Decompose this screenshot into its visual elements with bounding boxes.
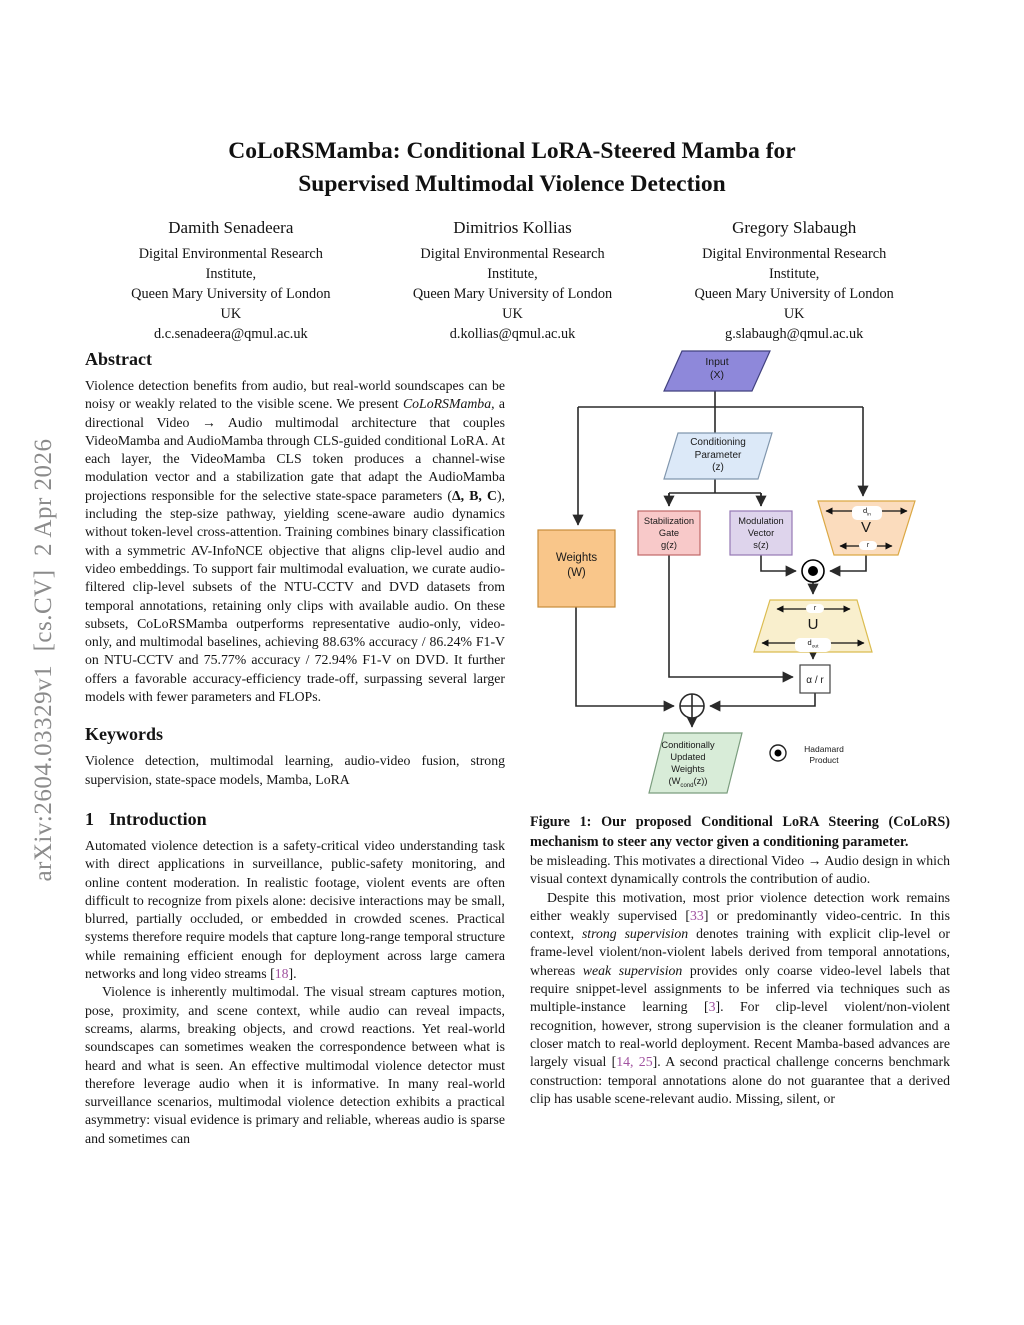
paragraph: Despite this motivation, most prior violence detection work remains either weakly supervised [33] or predominantly video-centric. In this context, strong supervision denotes training with explicit clip-level or frame-level violent/non-violent labels derived from temporal annotations, whereas weak supervision provides only coarse video-level labels that require snippet-level assignments to be inferred via techniques such as multiple-instance learning [3]. For clip-level violent/non-violent recognition, however, strong supervision is the cleaner formulation and a closer match to real-world deployment. Recent Mamba-based advances are largely visual [14, 25]. A second practical challenge concerns benchmark construction: temporal annotations alone do not guarantee that a derived clip has usable scene-relevant audio. Missing, silent, or <box>530 889 950 1106</box>
modulation-vector-label: Modulation Vector s(z) <box>738 516 784 550</box>
keywords-section <box>85 723 505 789</box>
paper-title-line1: CoLoRSMamba: Conditional LoRA-Steered Mamba for <box>228 138 796 164</box>
introduction-section <box>85 808 505 1148</box>
citation-ref[interactable]: 14, 25 <box>616 1054 653 1070</box>
paragraph: be misleading. This motivates a directional Video → Audio design in which visual context dynamically controls the contribution of audio. <box>530 853 950 887</box>
v-projection-label: V <box>860 519 871 536</box>
section-number: 1 <box>85 808 94 829</box>
hadamard-legend-icon <box>770 745 786 761</box>
weights-node-label: Weights (W) <box>555 552 598 579</box>
author-affiliation: Digital Environmental Research <box>420 246 605 262</box>
sum-node-icon <box>680 694 704 718</box>
introduction-heading <box>85 808 505 830</box>
paragraph: Violence is inherently multimodal. The visual stream captures motion, pose, proximity, and scene context, while audio can reveal impacts, screams, alarms, breaking objects, and crowd reactions. Yet real-world soundscapes can sometimes weaken the correspondence between what is heard and what is seen. An effective multimodal violence detector must therefore leverage audio when it is informative. In many real-world surveillance scenarios, multimodal violence detection exhibits a practical asymmetry: visual evidence is primary and reliable, whereas audio is sparse and sometimes can <box>85 984 505 1146</box>
u-dout-dimension-label: $d_{out}$ <box>795 638 831 652</box>
abstract-paragraph: Violence detection benefits from audio, but real-world soundscapes can be noisy or weakly related to the visible scene. We present CoLoRSMamba, a directional Video → Audio multimodal architecture that couples VideoMamba and AudioMamba through CLS-guided conditional LoRA. At each layer, the VideoMamba CLS token produces a channel-wise modulation vector and a stabilization gate that adapt the AudioMamba projections responsible for the selective state-space parameters (Δ, B, C), including the step-size pathway, yielding scene-aware audio dynamics without token-level cross-attention. Training combines binary classification with a symmetric AV-InfoNCE objective that aligns clip-level audio and video embeddings. To support fair multimodal evaluation, we curate audio-filtered clip-level subsets of the NTU-CCTV and DVD datasets from temporal annotations, retaining only clips with available audio. On these subsets, CoLoRSMamba outperforms representative audio-only, video-only, and multimodal baselines, achieving 88.63% accuracy / 86.24% F1-V on NTU-CCTV and 75.77% accuracy / 72.94% F1-V on DVD. It further offers a favorable accuracy-efficiency trade-off, surpassing several larger models with fewer parameters and FLOPs. <box>85 378 505 705</box>
keywords-text: Violence detection, multimodal learning, audio-video fusion, strong supervision, state-space models, Mamba, LoRA <box>85 753 505 787</box>
author-email: d.kollias@qmul.ac.uk <box>449 326 576 342</box>
paper-title-line2: Supervised Multimodal Violence Detection <box>298 170 726 197</box>
edge-weights-to-sum <box>576 607 674 706</box>
section-title: Introduction <box>109 808 207 829</box>
author-affiliation: UK <box>502 306 523 322</box>
author-affiliation: Digital Environmental Research <box>702 246 887 262</box>
author-affiliation: Institute, <box>768 266 820 282</box>
v-din-dimension-label: $d_{in}$ <box>852 506 882 520</box>
author-affiliation: Queen Mary University of London <box>131 286 331 302</box>
citation-ref[interactable]: 3 <box>708 999 716 1015</box>
author-block <box>90 217 372 344</box>
v-rank-dimension-label: r <box>859 541 877 550</box>
author-affiliation: Institute, <box>487 266 538 282</box>
abstract-heading: Abstract <box>85 349 152 369</box>
author-block <box>653 217 935 344</box>
author-affiliation: Queen Mary University of London <box>412 286 613 302</box>
updated-weights-label: Conditionally Updated Weights $(W_{cond}(z))$ <box>661 740 715 789</box>
authors-row <box>90 217 935 344</box>
stabilization-gate-label: Stabilization Gate g(z) <box>643 516 695 550</box>
author-name: Gregory Slabaugh <box>732 218 857 237</box>
paper-title <box>0 135 1024 200</box>
figure-1-diagram <box>530 345 950 807</box>
citation-ref[interactable]: 33 <box>690 907 704 923</box>
edge-v-to-hadamard <box>830 555 866 571</box>
arxiv-watermark: arXiv:2604.03329v1 [cs.CV] 2 Apr 2026 <box>30 438 57 882</box>
author-affiliation: UK <box>783 306 805 322</box>
author-name: Damith Senadeera <box>168 218 294 237</box>
paragraph: Automated violence detection is a safety-critical video understanding task with direct applications in surveillance, public-safety monitoring, and online content moderation. In realistic footage, violent events are often difficult to recognize from pixels alone: decisive interactions may be small, blurred, partially occluded, or embedded in crowded scenes. Practical systems therefore require models that capture long-range temporal structure while remaining efficient enough for deployment across large camera networks and long video streams [18]. <box>85 837 505 982</box>
figure-1-caption: Figure 1: Our proposed Conditional LoRA Steering (CoLoRS) mechanism to steer any vector given a conditioning parameter. <box>530 814 950 850</box>
author-affiliation: Institute, <box>205 266 257 282</box>
citation-ref[interactable]: 18 <box>274 966 289 982</box>
author-affiliation: Digital Environmental Research <box>138 246 323 262</box>
u-rank-dimension-label: r <box>806 604 824 613</box>
right-column <box>530 345 950 1108</box>
author-affiliation: UK <box>220 306 242 322</box>
input-node-label: Input (X) <box>705 356 729 381</box>
author-block <box>372 217 654 344</box>
edge-conditioning-split <box>669 479 761 506</box>
author-email: d.c.senadeera@qmul.ac.uk <box>153 326 308 342</box>
left-column <box>85 348 505 1148</box>
author-name: Dimitrios Kollias <box>453 218 572 237</box>
hadamard-product-icon <box>802 560 824 582</box>
u-projection-label: U <box>807 616 819 633</box>
edge-alpha-to-sum <box>710 693 815 706</box>
author-email: g.slabaugh@qmul.ac.uk <box>725 326 864 342</box>
keywords-heading: Keywords <box>85 724 163 745</box>
conditioning-node-label: Conditioning Parameter (z) <box>690 437 746 473</box>
edge-modulation-to-hadamard <box>761 555 796 571</box>
hadamard-legend-label: Hadamard Product <box>804 744 844 765</box>
alpha-over-r-label: α / r <box>806 675 824 686</box>
author-affiliation: Queen Mary University of London <box>694 286 894 302</box>
